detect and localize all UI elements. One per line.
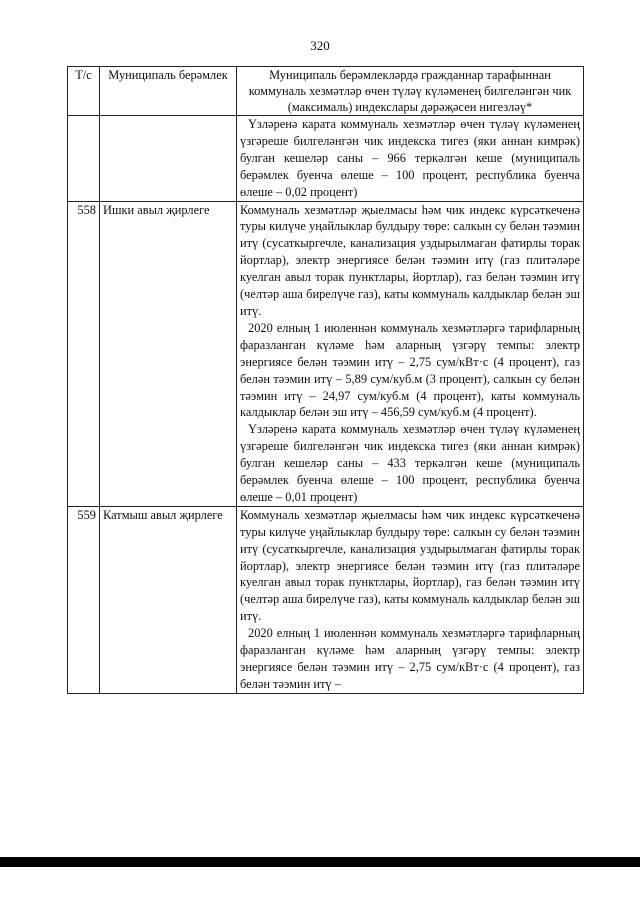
paragraph: Үзләренә карата коммуналь хезмәтләр өчен түләү күләменең үзгәреше билгеләнгән чик индекска тигез (яки аннан кимрәк) булган кешеләр саны – 433 теркәлгән кеше (муниципаль берәмлек буенча өлеше – 100 процент, республика буенча өлеше – 0,01 процент) bbox=[240, 422, 580, 504]
tariff-table bbox=[67, 66, 584, 694]
row-justification bbox=[237, 201, 584, 506]
row-municipality bbox=[100, 116, 237, 202]
table-row bbox=[68, 506, 584, 693]
paragraph: 2020 елның 1 июленнән коммуналь хезмәтләргә тарифларның фаразланган күләме һәм аларның үзгәрү темпы: электр энергиясе белән тәэмин итү – 2,75 сум/кВт·с (4 процент), газ белән тәэмин итү – bbox=[240, 626, 580, 691]
scan-edge-bar bbox=[0, 857, 640, 867]
header-justification: Муниципаль берәмлекләрдә гражданнар тарафыннан коммуналь хезмәтләр өчен түләү күләменең билгеләнгән чик (максималь) индекслары дәрәҗәсен нигезләү* bbox=[237, 67, 584, 116]
paragraph: Коммуналь хезмәтләр җыелмасы һәм чик индекс күрсәткеченә туры килүче уңайлыклар булдыру төре: салкын су белән тәэмин итү (сусаткыргечле, канализация уздырылмаган фатирлы торак йортлар), электр энергиясе белән тәэмин итү (газ плитәләре куелган авыл торак пунктлары, йортлар), газ белән тәэмин итү (челтәр аша бирелүче газ), каты коммуналь калдыклар белән эш итү. bbox=[240, 202, 580, 318]
row-justification bbox=[237, 116, 584, 202]
row-number: 558 bbox=[68, 201, 100, 506]
paragraph: Үзләренә карата коммуналь хезмәтләр өчен түләү күләменең үзгәреше билгеләнгән чик индекска тигез (яки аннан кимрәк) булган кешеләр саны – 966 теркәлгән кеше (муниципаль берәмлек буенча өлеше – 100 процент, республика буенча өлеше – 0,02 процент) bbox=[240, 117, 580, 199]
header-number: Т/с bbox=[68, 67, 100, 116]
paragraph: 2020 елның 1 июленнән коммуналь хезмәтләргә тарифларның фаразланган күләме һәм аларның үзгәрү темпы: электр энергиясе белән тәэмин итү – 2,75 сум/кВт·с (4 процент), газ белән тәэмин итү – 5,89 сум/куб.м (3 процент), салкын су белән тәэмин итү – 24,97 сум/куб.м (4 процент), каты коммуналь калдыклар белән эш итү – 456,59 сум/куб.м (4 процент). bbox=[240, 320, 580, 420]
row-justification bbox=[237, 506, 584, 693]
table-row bbox=[68, 201, 584, 506]
row-municipality: Ишки авыл җирлеге bbox=[100, 201, 237, 506]
row-number bbox=[68, 116, 100, 202]
row-number: 559 bbox=[68, 506, 100, 693]
row-municipality: Катмыш авыл җирлеге bbox=[100, 506, 237, 693]
paragraph: Коммуналь хезмәтләр җыелмасы һәм чик индекс күрсәткеченә туры килүче уңайлыклар булдыру төре: салкын су белән тәэмин итү (сусаткыргечле, канализация уздырылмаган фатирлы торак йортлар), электр энергиясе белән тәэмин итү (газ плитәләре куелган авыл торак пунктлары, йортлар), газ белән тәэмин итү (челтәр аша бирелүче газ), каты коммуналь калдыклар белән эш итү. bbox=[240, 507, 580, 624]
header-municipality: Муниципаль берәмлек bbox=[100, 67, 237, 116]
table-row bbox=[68, 116, 584, 202]
table-header bbox=[68, 67, 584, 116]
page-number: 320 bbox=[310, 38, 330, 53]
